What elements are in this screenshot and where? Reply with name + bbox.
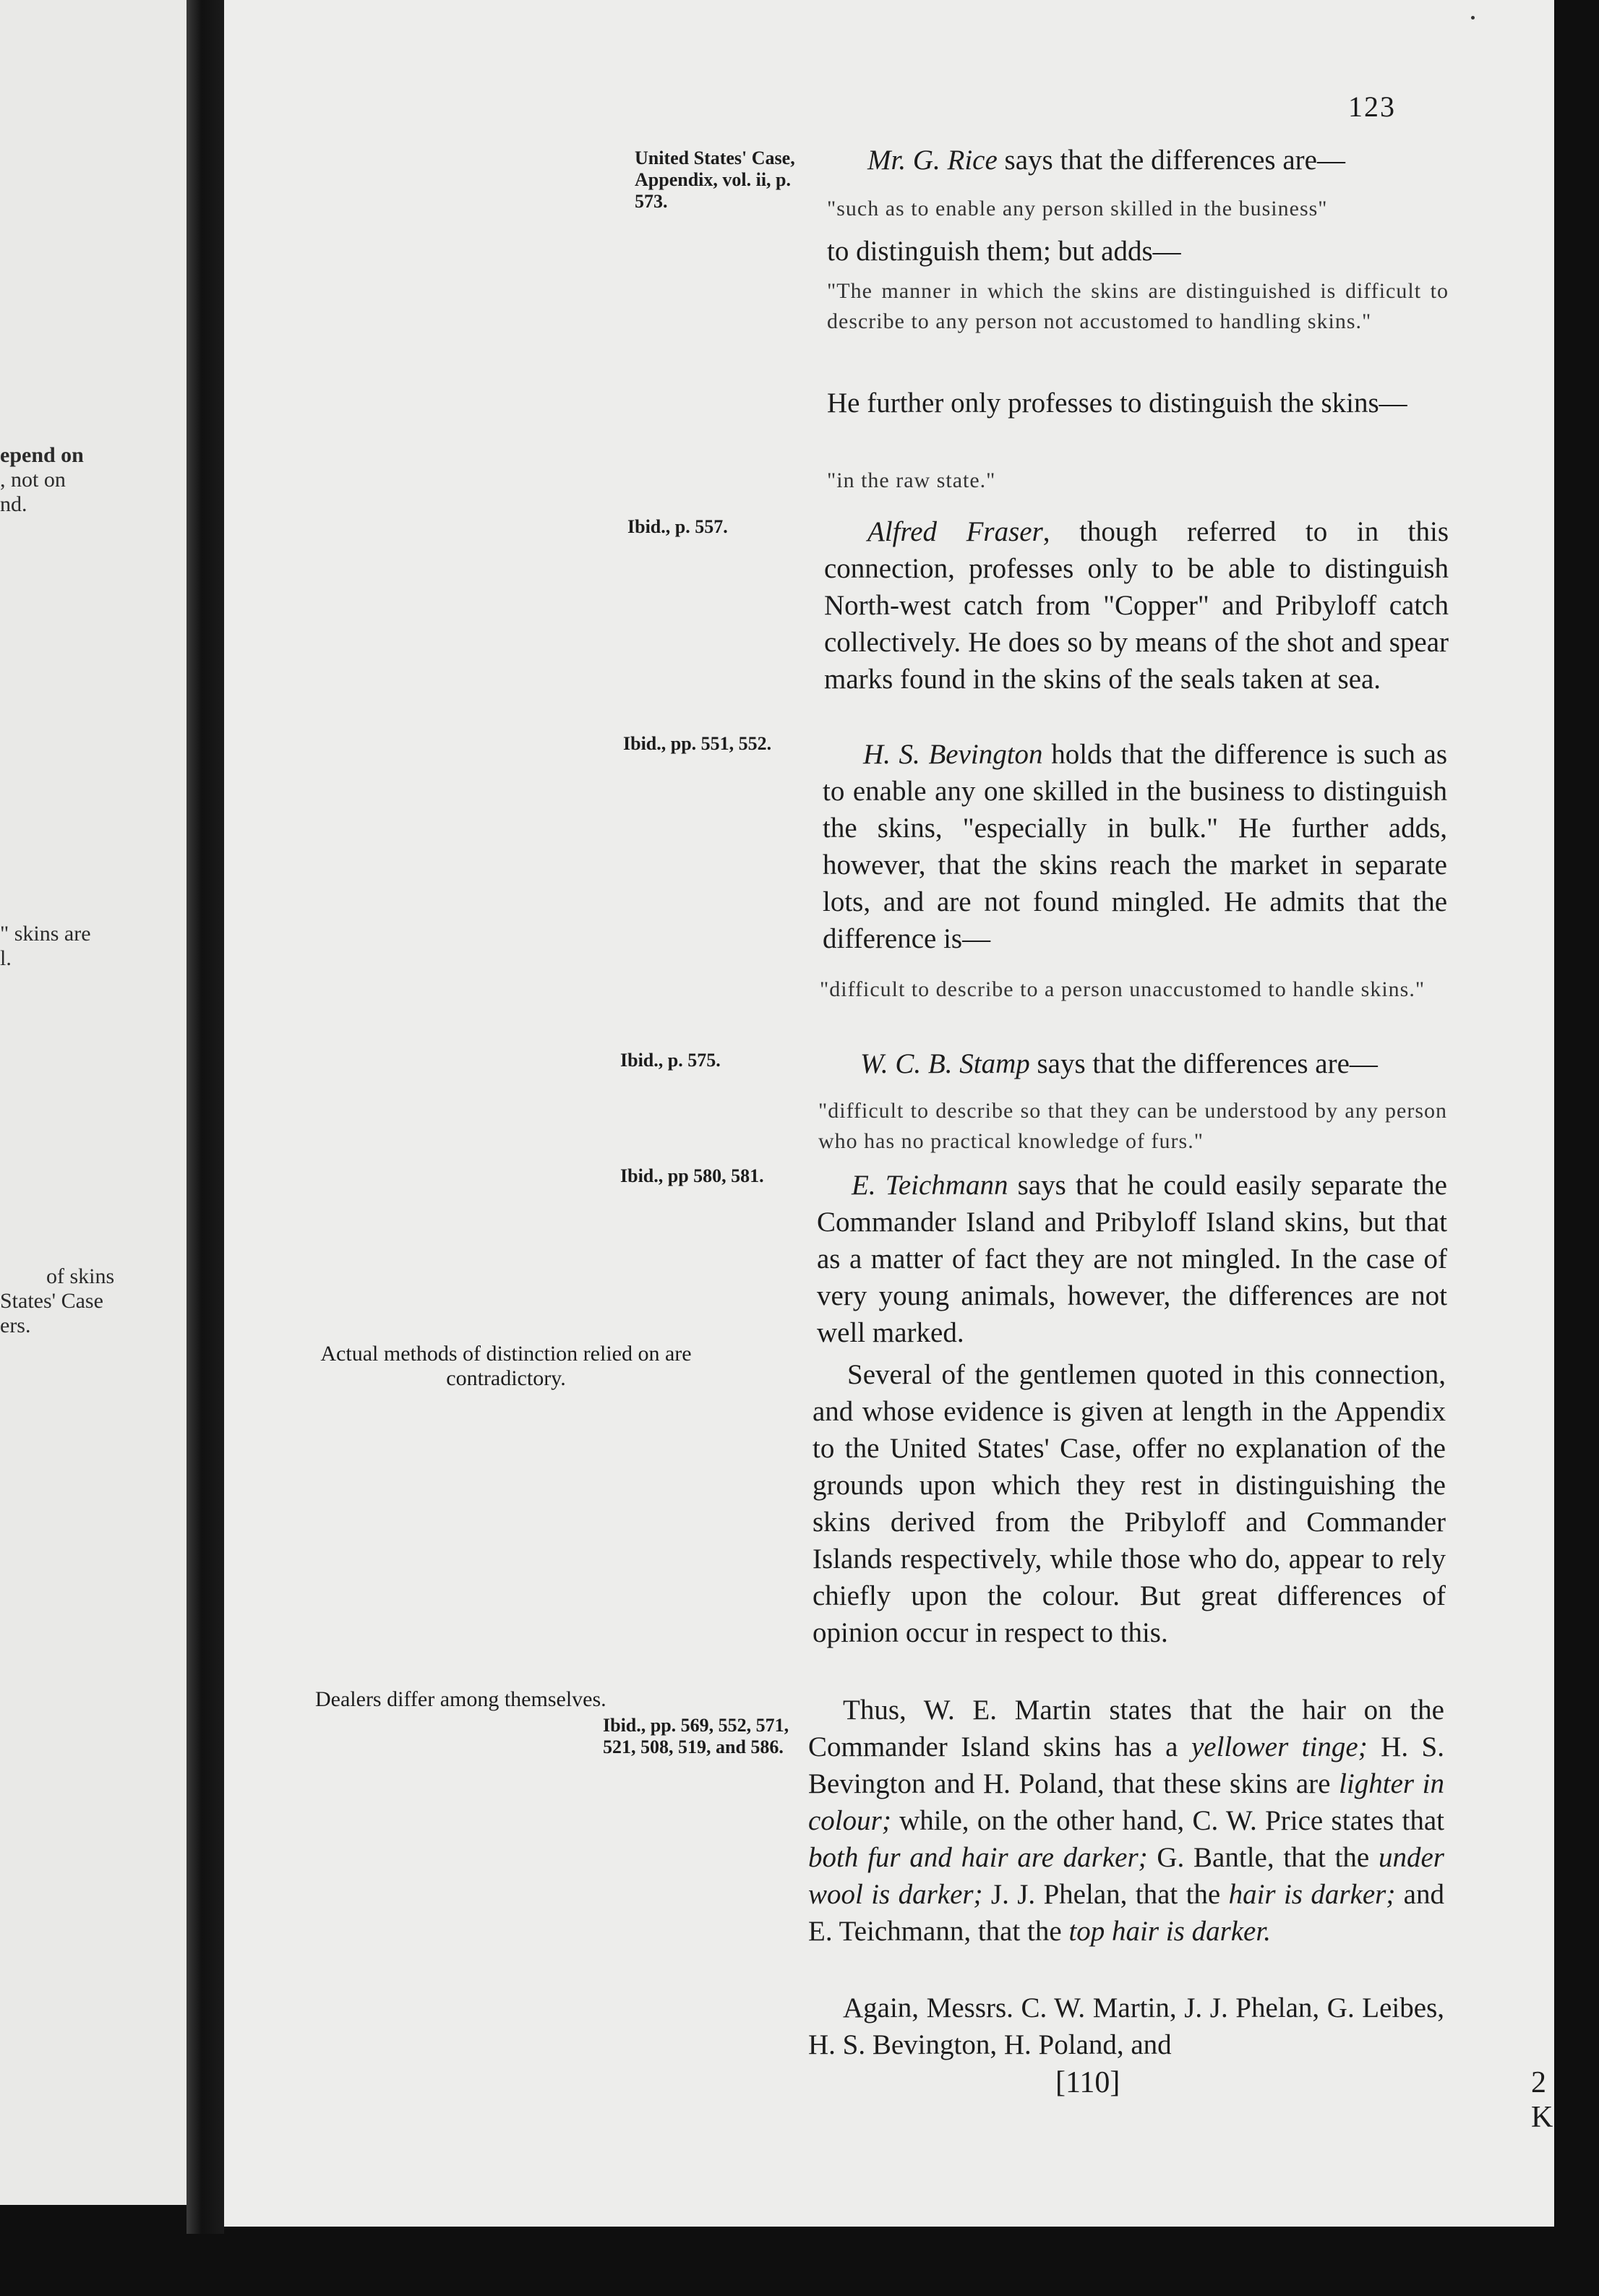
margin-note: Actual methods of distinction relied on are contradictory. bbox=[320, 1342, 692, 1390]
block-quote: "difficult to describe to a person unaccustomed to handle skins." bbox=[820, 977, 1426, 1001]
left-fragment: , not on bbox=[0, 468, 66, 492]
book-gutter bbox=[187, 0, 224, 2234]
left-facing-page bbox=[0, 0, 187, 2205]
paragraph-text: J. J. Phelan, that the bbox=[982, 1879, 1229, 1910]
paragraph-text: , though referred to in this connection, professes only to be able to distinguish North-west catch from "Copper" and Pribyloff catch collectively. He does so by means of the shot and spear marks found in the skins of the seals taken at sea. bbox=[824, 516, 1449, 695]
emphasis: lighter in colour; bbox=[808, 1768, 1444, 1836]
body-paragraph bbox=[824, 513, 1449, 698]
body-paragraph: to distinguish them; but adds— bbox=[827, 236, 1181, 267]
body-paragraph: Again, Messrs. C. W. Martin, J. J. Phelan, G. Leibes, H. S. Bevington, H. Poland, and bbox=[808, 1992, 1444, 2060]
left-fragment: of skins bbox=[46, 1264, 115, 1288]
paragraph-text: H. S. Bevington and H. Poland, that these skins are bbox=[808, 1731, 1444, 1799]
right-page bbox=[224, 0, 1558, 2227]
emphasis: hair is darker; bbox=[1228, 1879, 1396, 1910]
body-paragraph bbox=[808, 1692, 1444, 1950]
person-name: W. C. B. Stamp bbox=[860, 1048, 1030, 1079]
block-quote: "in the raw state." bbox=[827, 468, 996, 492]
emphasis: top hair is darker. bbox=[1068, 1916, 1271, 1947]
paragraph-text: and E. Teichmann, that the bbox=[808, 1879, 1444, 1947]
sheet-mark: 2 K bbox=[1531, 2066, 1558, 2134]
body-paragraph bbox=[823, 736, 1447, 957]
left-fragment: nd. bbox=[0, 492, 27, 516]
margin-note: Ibid., p. 557. bbox=[627, 516, 728, 537]
margin-note: Ibid., p. 575. bbox=[620, 1050, 721, 1071]
paragraph-text: holds that the difference is such as to enable any one skilled in the business to distinguish the skins, "especially in bulk." He further adds, however, that the skins reach the market in separate lots, and are not found mingled. He admits that the difference is— bbox=[823, 739, 1447, 954]
margin-note: Dealers differ among themselves. bbox=[315, 1687, 606, 1711]
body-paragraph: Several of the gentlemen quoted in this connection, and whose evidence is given at length in the Appendix to the United States' Case, offer no explanation of the grounds upon which they rest in distinguishing the skins derived from the Pribyloff and Commander Islands respectively, while those who do, appear to rely chiefly upon the colour. But great differences of opinion occur in respect to this. bbox=[813, 1359, 1446, 1648]
person-name: E. Teichmann bbox=[852, 1170, 1008, 1201]
paragraph-text: says that the differences are— bbox=[1029, 1048, 1378, 1079]
signature-mark: [110] bbox=[1055, 2066, 1120, 2099]
emphasis: both fur and hair are darker; bbox=[808, 1842, 1148, 1873]
block-quote: "such as to enable any person skilled in the business" bbox=[827, 197, 1328, 220]
paragraph-text: G. Bantle, that the bbox=[1147, 1842, 1379, 1873]
margin-note: Ibid., pp. 569, 552, 571, 521, 508, 519, and 586. bbox=[603, 1715, 789, 1757]
body-paragraph bbox=[817, 1167, 1447, 1351]
margin-note: Ibid., pp 580, 581. bbox=[620, 1165, 764, 1186]
block-quote: "The manner in which the skins are distinguished is difficult to describe to any person not accustomed to handling skins." bbox=[827, 279, 1449, 333]
page-number: 123 bbox=[1348, 90, 1396, 123]
page-speck bbox=[1471, 16, 1475, 20]
left-fragment: l. bbox=[0, 946, 12, 970]
body-paragraph bbox=[820, 1045, 1447, 1082]
left-fragment: epend on bbox=[0, 443, 84, 467]
left-fragment: " skins are bbox=[0, 922, 91, 946]
paragraph-text: says that the differences are— bbox=[997, 145, 1345, 176]
paragraph-text: Thus, W. E. Martin states that the hair on the Commander Island skins has a bbox=[808, 1695, 1444, 1762]
paragraph-text: says that he could easily separate the Commander Island and Pribyloff Island skins, but that as a matter of fact they are not mingled. In the case of very young animals, however, the differences are not well marked. bbox=[817, 1170, 1447, 1348]
paragraph-text: while, on the other hand, C. W. Price states that bbox=[891, 1805, 1444, 1836]
person-name: Alfred Fraser bbox=[867, 516, 1043, 547]
body-paragraph: He further only professes to distinguish the skins— bbox=[827, 387, 1407, 419]
block-quote: "difficult to describe so that they can be understood by any person who has no practical knowledge of furs." bbox=[818, 1099, 1447, 1153]
left-fragment: States' Case bbox=[0, 1289, 103, 1313]
margin-note: United States' Case, Appendix, vol. ii, p. 573. bbox=[635, 147, 795, 212]
person-name: Mr. G. Rice bbox=[867, 145, 998, 176]
person-name: H. S. Bevington bbox=[863, 739, 1043, 770]
left-fragment: ers. bbox=[0, 1314, 31, 1337]
margin-note: Ibid., pp. 551, 552. bbox=[623, 733, 772, 754]
body-paragraph bbox=[827, 142, 1449, 179]
emphasis: under wool is darker; bbox=[808, 1842, 1444, 1910]
emphasis: yellower tinge; bbox=[1191, 1731, 1368, 1762]
